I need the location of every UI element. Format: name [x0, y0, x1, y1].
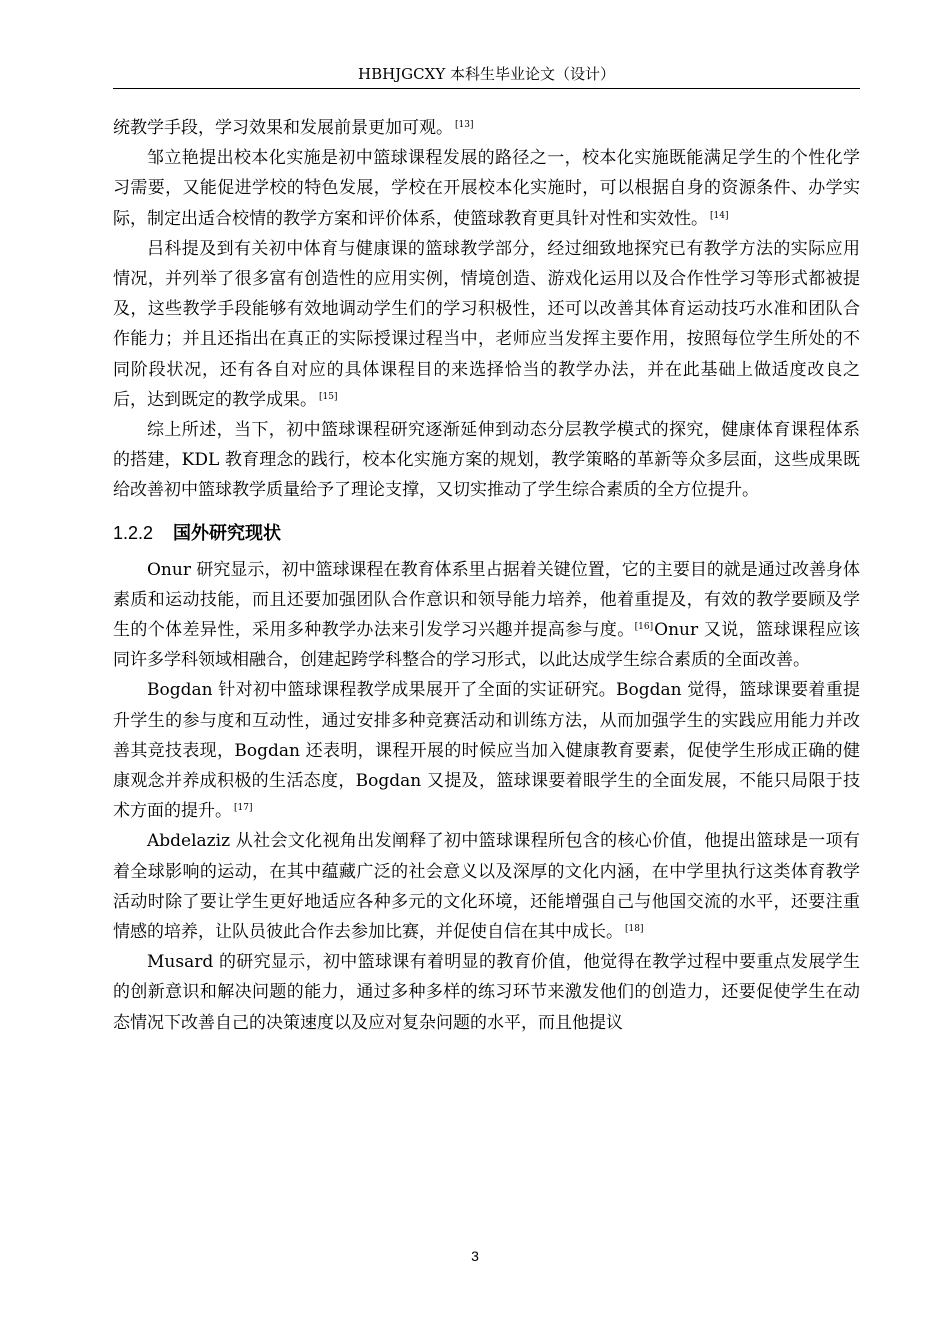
citation-ref: [13]	[455, 120, 474, 130]
section-title: 国外研究现状	[173, 522, 281, 544]
body-paragraph: 综上所述，当下，初中篮球课程研究逐渐延伸到动态分层教学模式的探究，健康体育课程体系的搭建，KDL 教育理念的践行，校本化实施方案的规划，教学策略的革新等众多层面，这些成果既给改善初中篮球教学质量给予了理论支撑，又切实推动了学生综合素质的全方位提升。	[113, 420, 860, 501]
body-paragraph: Musard 的研究显示，初中篮球课有着明显的教育价值，他觉得在教学过程中要重点发展学生的创新意识和解决问题的能力，通过多种多样的练习环节来激发他们的创造力，还要促使学生在动态情况下改善自己的决策速度以及应对复杂问题的水平，而且他提议	[113, 952, 860, 1033]
citation-ref: [14]	[710, 210, 729, 221]
citation-ref: [17]	[234, 803, 253, 814]
citation-ref: [16]	[634, 622, 654, 633]
section-number: 1.2.2	[113, 522, 154, 543]
body-paragraph: 统教学手段，学习效果和发展前景更加可观。 [13]	[113, 118, 474, 138]
body-paragraph: Onur 研究显示，初中篮球课程在教育体系里占据着关键位置，它的主要目的就是通过改善身体素质和运动技能，而且还要加强团队合作意识和领导能力培养，他着重提及，有效的教学要顾及学生的个体差异性，采用多种教学办法来引发学习兴趣并提高参与度。[16]Onur 又说，篮球课程应该同许多学科领域相融合，创建起跨学科整合的学习形式，以此达成学生综合素质的全面改善。	[113, 559, 860, 671]
citation-ref: [18]	[625, 924, 644, 935]
header-rule	[113, 88, 860, 89]
page-number: 3	[471, 1248, 479, 1264]
citation-ref: [15]	[319, 391, 338, 402]
body-paragraph: 邹立艳提出校本化实施是初中篮球课程发展的路径之一，校本化实施既能满足学生的个性化学习需要，又能促进学校的特色发展，学校在开展校本化实施时，可以根据自身的资源条件、办学实际，制定出适合校情的教学方案和评价体系，使篮球教育更具针对性和实效性。 [14]	[113, 148, 860, 229]
body-paragraph: 吕科提及到有关初中体育与健康课的篮球教学部分，经过细致地探究已有教学方法的实际应用情况，并列举了很多富有创造性的应用实例，情境创造、游戏化运用以及合作性学习等形式都被提及，这些教学手段能够有效地调动学生们的学习积极性，还可以改善其体育运动技巧水准和团队合作能力；并且还指出在真正的实际授课过程当中，老师应当发挥主要作用，按照每位学生所处的不同阶段状况，还有各自对应的具体课程目的来选择恰当的教学办法，并在此基础上做适度改良之后，达到既定的教学成果。 [15]	[113, 238, 860, 410]
body-paragraph: Bogdan 针对初中篮球课程教学成果展开了全面的实证研究。Bogdan 觉得，篮球课要着重提升学生的参与度和互动性，通过安排多种竞赛活动和训练方法，从而加强学生的实践应用能力并改善其竞技表现，Bogdan 还表明，课程开展的时候应当加入健康教育要素，促使学生形成正确的健康观念并养成积极的生活态度，Bogdan 又提及，篮球课要着眼学生的全面发展，不能只局限于技术方面的提升。 [17]	[113, 680, 860, 822]
body-paragraph: Abdelaziz 从社会文化视角出发阐释了初中篮球课程所包含的核心价值，他提出篮球是一项有着全球影响的运动，在其中蕴藏广泛的社会意义以及深厚的文化内涵，在中学里执行这类体育教学活动时除了要让学生更好地适应各种多元的文化环境，还能增强自己与他国交流的水平，还要注重情感的培养，让队员彼此合作去参加比赛，并促使自信在其中成长。 [18]	[113, 831, 860, 943]
document-body	[113, 113, 860, 1038]
section-heading	[113, 518, 860, 549]
page-header: HBHJGCXY 本科生毕业论文（设计）	[357, 65, 615, 83]
